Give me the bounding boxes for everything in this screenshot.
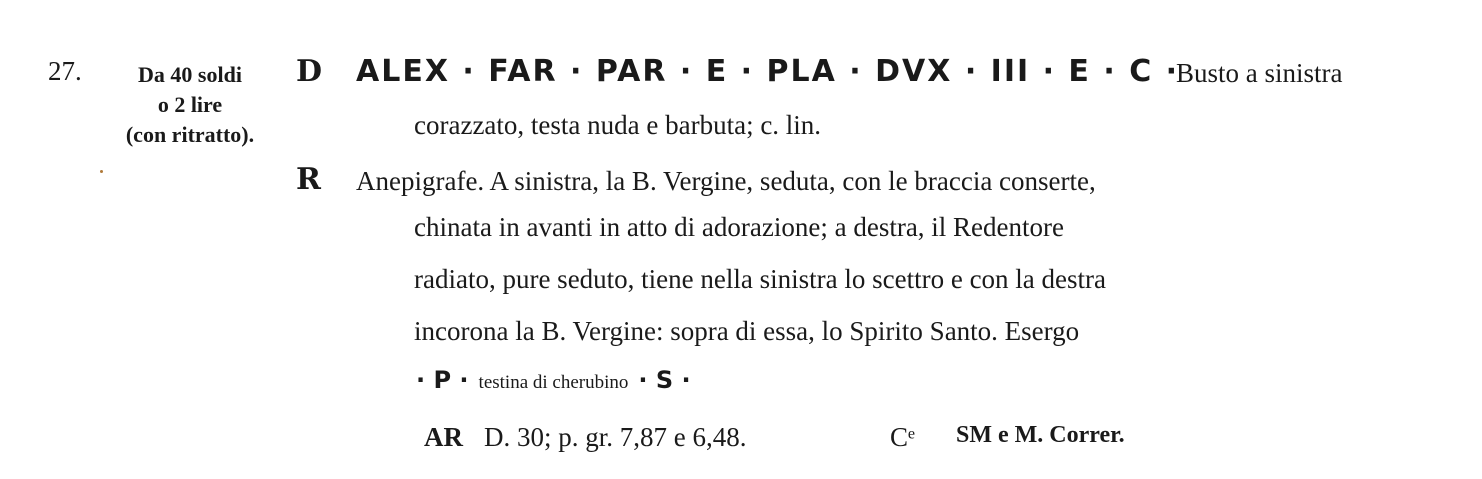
collection-abbr: Cᵉ	[890, 422, 915, 452]
exergue-text: testina di cherubino	[478, 372, 629, 393]
denomination-line-1: Da 40 soldi	[138, 62, 242, 87]
obverse-description-2: corazzato, testa nuda e barbuta; c. lin.	[414, 110, 822, 140]
metal-symbol: AR	[424, 422, 463, 452]
entry-number: 27.	[48, 56, 82, 86]
exergue-s: · S ·	[638, 366, 691, 394]
reverse-line-1: Anepigrafe. A sinistra, la B. Vergine, seduta, con le braccia conserte,	[356, 166, 1096, 196]
denomination-line-3: (con ritratto).	[125, 122, 255, 147]
obverse-description-1: Busto a sinistra	[1176, 58, 1343, 88]
collection: SM e M. Correr.	[956, 422, 1125, 448]
reverse-line-3: radiato, pure seduto, tiene nella sinistra lo scettro e con la destra	[414, 264, 1107, 294]
reverse-line-4: incorona la B. Vergine: sopra di essa, lo Spirito Santo. Esergo	[414, 316, 1080, 346]
reverse-line-2: chinata in avanti in atto di adorazione; a destra, il Redentore	[414, 212, 1065, 242]
reverse-symbol: R	[296, 162, 321, 197]
obverse-symbol: D	[296, 54, 323, 89]
obverse-legend: ALEX · FAR · PAR · E · PLA · DVX · III · E · C ·	[356, 54, 1180, 89]
denomination-line-2: o 2 lire	[157, 92, 223, 117]
exergue-p: · P ·	[416, 366, 469, 394]
exergue	[416, 366, 691, 394]
paper-speck	[100, 170, 103, 173]
specs-details: D. 30; p. gr. 7,87 e 6,48.	[484, 422, 747, 452]
denomination	[100, 60, 280, 150]
